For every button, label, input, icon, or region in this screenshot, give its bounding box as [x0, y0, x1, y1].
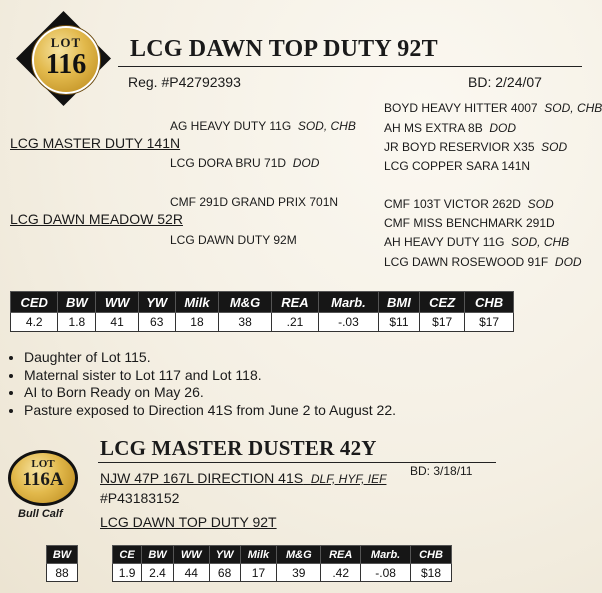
pedigree-dam-sire: CMF 291D GRAND PRIX 701N — [170, 195, 339, 209]
epd-header: REA — [321, 546, 361, 564]
epd-value: $11 — [378, 313, 419, 332]
lot2-epd-table — [112, 545, 452, 582]
pedigree-ss-dam: AH MS EXTRA 8B DOD — [384, 121, 517, 135]
lot-title: LCG DAWN TOP DUTY 92T — [130, 36, 438, 62]
epd-header-row — [11, 292, 514, 313]
epd-value: 2.4 — [142, 564, 174, 582]
pedigree-ss-sire: BOYD HEAVY HITTER 4007 SOD, CHB — [384, 101, 602, 115]
epd-table — [10, 291, 514, 332]
lot-badge-number: 116 — [45, 49, 87, 80]
pedigree-dd-dam: LCG DAWN ROSEWOOD 91F DOD — [384, 255, 582, 269]
note-item: • AI to Born Ready on May 26. — [24, 384, 396, 402]
epd-value: 63 — [138, 313, 175, 332]
epd-header: BW — [142, 546, 174, 564]
pedigree-sire: LCG MASTER DUTY 141N — [10, 135, 181, 151]
pedigree-ds-sire: CMF 103T VICTOR 262D SOD — [384, 197, 554, 211]
epd-value: -.03 — [319, 313, 379, 332]
epd-header: M&G — [277, 546, 321, 564]
epd-header: BMI — [378, 292, 419, 313]
epd-value: .42 — [321, 564, 361, 582]
registration-number: Reg. #P42792393 — [128, 74, 241, 90]
epd-header: Marb. — [319, 292, 379, 313]
note-item: • Daughter of Lot 115. — [24, 349, 396, 367]
birth-date: BD: 2/24/07 — [468, 74, 542, 90]
epd-value: $17 — [420, 313, 465, 332]
epd-header: Marb. — [361, 546, 411, 564]
epd-header: BW — [58, 292, 96, 313]
epd-value: 44 — [173, 564, 209, 582]
lot-badge-116a — [8, 450, 78, 506]
epd-header: CEZ — [420, 292, 465, 313]
epd-header: CHB — [411, 546, 452, 564]
epd-value: 17 — [240, 564, 277, 582]
epd-value: .21 — [271, 313, 318, 332]
epd-value: 68 — [209, 564, 240, 582]
lot2-title-rule — [98, 462, 496, 463]
lot2-title: LCG MASTER DUSTER 42Y — [100, 436, 377, 460]
epd-header: Milk — [240, 546, 277, 564]
epd-value-row — [113, 564, 452, 582]
epd-header: CED — [11, 292, 58, 313]
epd-header: Milk — [175, 292, 219, 313]
pedigree-dam: LCG DAWN MEADOW 52R — [10, 211, 183, 227]
epd-header: CHB — [465, 292, 514, 313]
epd-value: 18 — [175, 313, 219, 332]
pedigree-sd-dam: LCG COPPER SARA 141N — [384, 159, 531, 173]
epd-value: 4.2 — [11, 313, 58, 332]
epd-header: YW — [138, 292, 175, 313]
lot-notes — [8, 349, 396, 419]
epd-header: WW — [96, 292, 139, 313]
pedigree-ds-dam: CMF MISS BENCHMARK 291D — [384, 216, 555, 230]
bw-value: 88 — [47, 564, 78, 582]
lot2-sire: NJW 47P 167L DIRECTION 41S DLF, HYF, IEF — [100, 470, 387, 486]
epd-value: 41 — [96, 313, 139, 332]
bw-header: BW — [47, 546, 78, 564]
pedigree-dam-dam: LCG DAWN DUTY 92M — [170, 233, 297, 247]
pedigree-sd-sire: JR BOYD RESERVIOR X35 SOD — [384, 140, 568, 154]
lot2-dam: LCG DAWN TOP DUTY 92T — [100, 514, 277, 530]
epd-value: 1.9 — [113, 564, 142, 582]
epd-header: CE — [113, 546, 142, 564]
epd-header: YW — [209, 546, 240, 564]
epd-header-row — [113, 546, 452, 564]
epd-header: WW — [173, 546, 209, 564]
note-item: • Pasture exposed to Direction 41S from June 2 to August 22. — [24, 402, 396, 420]
bull-calf-caption: Bull Calf — [18, 508, 63, 520]
epd-header: M&G — [219, 292, 271, 313]
epd-header: REA — [271, 292, 318, 313]
epd-value: -.08 — [361, 564, 411, 582]
note-item: • Maternal sister to Lot 117 and Lot 118. — [24, 367, 396, 385]
pedigree-sire-dam: LCG DORA BRU 71D DOD — [170, 156, 320, 170]
epd-value: 1.8 — [58, 313, 96, 332]
lot-badge-word: LOT — [31, 458, 55, 470]
epd-value: 39 — [277, 564, 321, 582]
lot2-birth-date: BD: 3/18/11 — [410, 464, 473, 478]
pedigree-sire-sire: AG HEAVY DUTY 11G SOD, CHB — [170, 119, 356, 133]
epd-value: 38 — [219, 313, 271, 332]
epd-value-row — [11, 313, 514, 332]
epd-value: $18 — [411, 564, 452, 582]
lot2-registration: #P43183152 — [100, 490, 180, 506]
pedigree-dd-sire: AH HEAVY DUTY 11G SOD, CHB — [384, 235, 570, 249]
epd-value: $17 — [465, 313, 514, 332]
lot-badge-word: LOT — [50, 35, 82, 50]
title-rule — [118, 66, 582, 67]
lot-badge-number: 116A — [22, 469, 64, 490]
lot-badge — [32, 26, 100, 94]
lot2-bw-table — [46, 545, 78, 582]
